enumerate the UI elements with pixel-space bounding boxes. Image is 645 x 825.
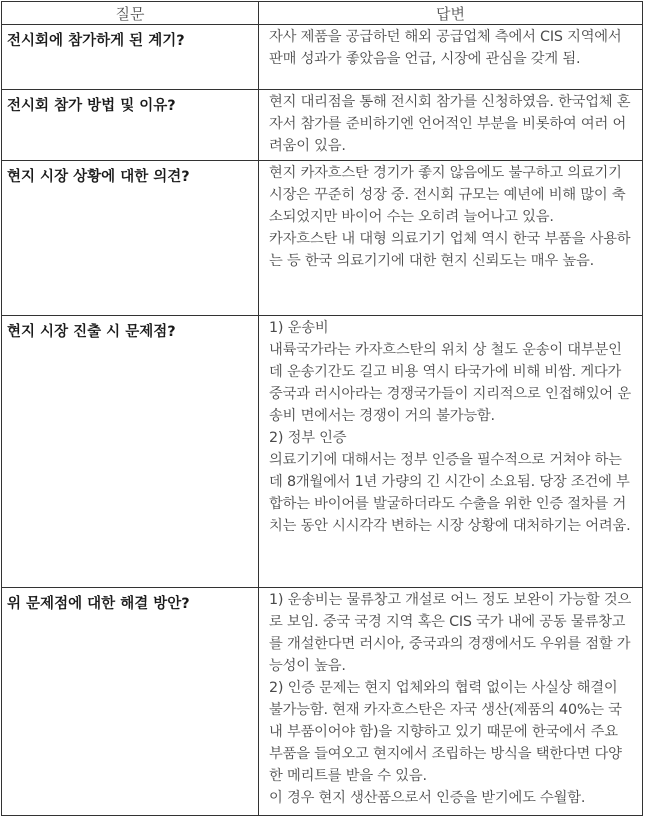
table-header-row — [2, 2, 643, 25]
header-question: 질문 — [2, 2, 259, 25]
answer-paragraph: 이 경우 현지 생산품으로서 인증을 받기에도 수월함. — [269, 790, 586, 806]
table-row — [2, 90, 643, 161]
question-cell: 전시회에 참가하게 된 계기? — [2, 25, 259, 90]
qa-table — [1, 1, 643, 816]
question-cell: 전시회 참가 방법 및 이유? — [2, 90, 259, 161]
table-row — [2, 25, 643, 90]
answer-paragraph: 1) 운송비는 물류창고 개설로 어느 정도 보완이 가능할 것으로 보임. 중국 국경 지역 혹은 CIS 국가 내에 공동 물류창고를 개설한다면 러시아, 중국과의 경쟁에서도 우위를 점할 가능성이 높음. — [269, 592, 632, 674]
header-answer: 답변 — [259, 2, 643, 25]
table-row — [2, 588, 643, 816]
answer-cell — [259, 161, 643, 316]
question-cell: 위 문제점에 대한 해결 방안? — [2, 588, 259, 816]
answer-paragraph: 카자흐스탄 내 대형 의료기기 업체 역시 한국 부품을 사용하는 등 한국 의료기기에 대한 현지 신뢰도는 매우 높음. — [269, 231, 631, 269]
answer-subheading: 1) 운송비 — [269, 320, 329, 336]
table-row — [2, 316, 643, 588]
answer-paragraph: 내륙국가라는 카자흐스탄의 위치 상 철도 운송이 대부분인데 운송기간도 길고 비용 역시 타국가에 비해 비쌈. 게다가 중국과 러시아라는 경쟁국가들이 지리적으로 인접해있어 운송비 면에서는 경쟁이 거의 불가능함. — [269, 342, 631, 424]
table-row — [2, 161, 643, 316]
answer-paragraph: 현지 카자흐스탄 경기가 좋지 않음에도 불구하고 의료기기 시장은 꾸준히 성장 중. 전시회 규모는 예년에 비해 많이 축소되었지만 바이어 수는 오히려 늘어나고 있음. — [269, 165, 626, 225]
answer-paragraph: 2) 인증 문제는 현지 업체와의 협력 없이는 사실상 해결이 불가능함. 현재 카자흐스탄은 자국 생산(제품의 40%는 국내 부품이어야 함)을 지향하고 있기 때문에 한국에서 주요 부품을 들여오고 현지에서 조립하는 방식을 택한다면 다양한 메리트를 받을 수 있음. — [269, 680, 622, 784]
answer-paragraph: 현지 대리점을 통해 전시회 참가를 신청하였음. 한국업체 혼자서 참가를 준비하기엔 언어적인 부분을 비롯하여 여러 어려움이 있음. — [269, 94, 631, 154]
answer-cell — [259, 588, 643, 816]
question-cell: 현지 시장 상황에 대한 의견? — [2, 161, 259, 316]
answer-cell — [259, 90, 643, 161]
answer-cell — [259, 316, 643, 588]
answer-cell — [259, 25, 643, 90]
answer-paragraph: 의료기기에 대해서는 정부 인증을 필수적으로 거쳐야 하는데 8개월에서 1년 가량의 긴 시간이 소요됨. 당장 조건에 부합하는 바이어를 발굴하더라도 수출을 위한 인증 절차를 거치는 동안 시시각각 변하는 시장 상황에 대처하기는 어려움. — [269, 452, 631, 534]
answer-subheading: 2) 정부 인증 — [269, 430, 347, 446]
question-cell: 현지 시장 진출 시 문제점? — [2, 316, 259, 588]
answer-paragraph: 자사 제품을 공급하던 해외 공급업체 측에서 CIS 지역에서 판매 성과가 좋았음을 언급, 시장에 관심을 갖게 됨. — [269, 29, 622, 67]
